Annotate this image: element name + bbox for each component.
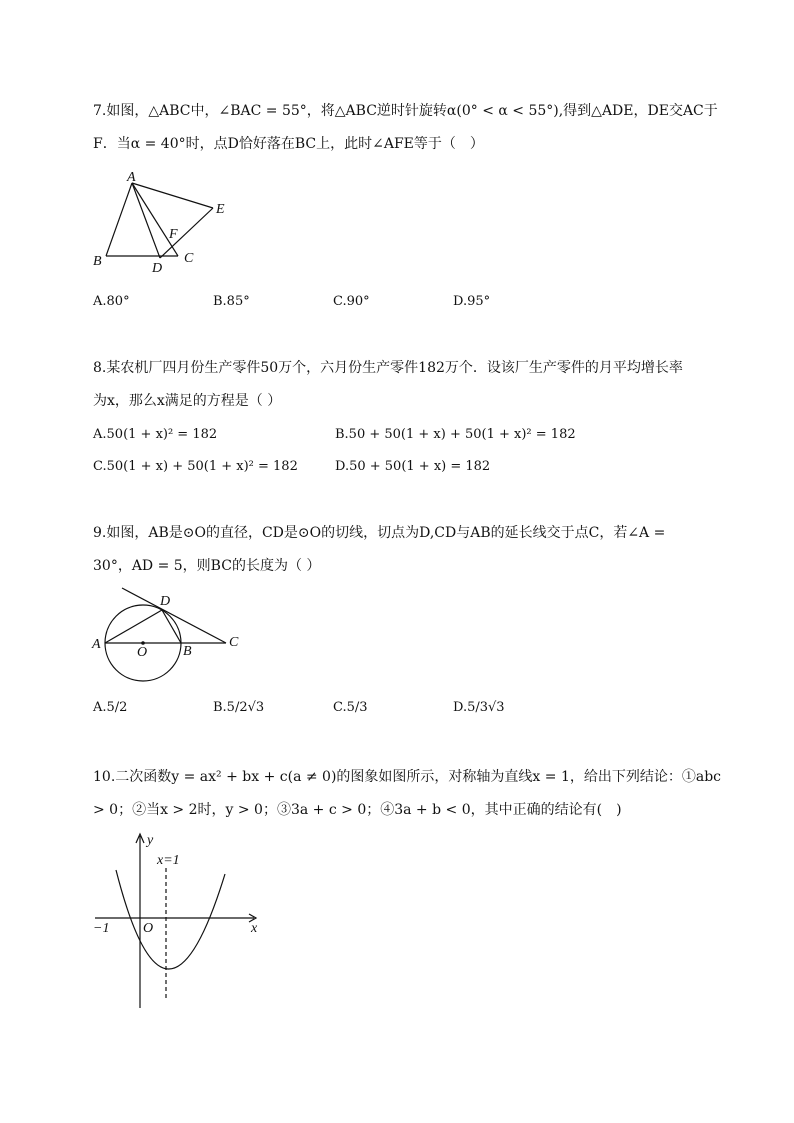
q8-option-d: D.50 + 50(1 + x) = 182 xyxy=(335,459,491,474)
q8-option-c: C.50(1 + x) + 50(1 + x)² = 182 xyxy=(93,459,298,474)
q7-label-A: A xyxy=(127,170,136,185)
q7-label-D: D xyxy=(152,261,163,276)
q10-label-neg1: −1 xyxy=(93,921,110,936)
q7-text-line2: F．当α = 40°时，点D恰好落在BC上，此时∠AFE等于（ ） xyxy=(93,136,484,152)
q7-label-C: C xyxy=(184,251,194,266)
q8-option-a: A.50(1 + x)² = 182 xyxy=(93,427,218,442)
q7-label-B: B xyxy=(93,254,102,269)
q7-option-d: D.95° xyxy=(453,294,491,309)
q9-option-c: C.5/3 xyxy=(333,700,368,715)
q9-center-point xyxy=(141,641,145,645)
q7-label-F: F xyxy=(169,227,178,242)
q9-text-line2: 30°，AD = 5，则BC的长度为（ ） xyxy=(93,558,321,574)
q10-text-line2: > 0；②当x > 2时，y > 0；③3a + c > 0；④3a + b < 0，其中正确的结论有( ) xyxy=(93,802,622,818)
q8-option-b: B.50 + 50(1 + x) + 50(1 + x)² = 182 xyxy=(335,427,576,442)
q7-option-a: A.80° xyxy=(93,294,130,309)
q10-text-line1: 10.二次函数y = ax² + bx + c(a ≠ 0)的图象如图所示，对称轴为直线x = 1，给出下列结论：①abc xyxy=(93,769,722,785)
q8-text-line1: 8.某农机厂四月份生产零件50万个，六月份生产零件182万个．设该厂生产零件的月平均增长率 xyxy=(93,360,683,376)
q10-label-x: x xyxy=(251,921,258,936)
q9-option-d: D.5/3√3 xyxy=(453,700,505,715)
q10-label-axis: x=1 xyxy=(157,853,180,868)
q9-option-a: A.5/2 xyxy=(93,700,128,715)
q9-label-O: O xyxy=(137,645,148,660)
q9-label-B: B xyxy=(183,644,192,659)
q9-option-b: B.5/2√3 xyxy=(213,700,265,715)
q7-option-c: C.90° xyxy=(333,294,370,309)
q9-label-C: C xyxy=(229,635,239,650)
q10-label-origin: O xyxy=(143,921,154,936)
q8-text-line2: 为x，那么x满足的方程是（ ） xyxy=(93,393,282,409)
q9-text-line1: 9.如图，AB是⊙O的直径，CD是⊙O的切线，切点为D,CD与AB的延长线交于点C，若∠A = xyxy=(93,525,666,541)
q7-text-line1: 7.如图，△ABC中，∠BAC = 55°，将△ABC逆时针旋转α(0° < α < 55°),得到△ADE，DE交AC于 xyxy=(93,103,718,119)
q9-label-D: D xyxy=(160,594,171,609)
q7-label-E: E xyxy=(216,202,225,217)
q9-label-A: A xyxy=(92,637,101,652)
q10-label-y: y xyxy=(147,833,154,848)
q7-option-b: B.85° xyxy=(213,294,250,309)
